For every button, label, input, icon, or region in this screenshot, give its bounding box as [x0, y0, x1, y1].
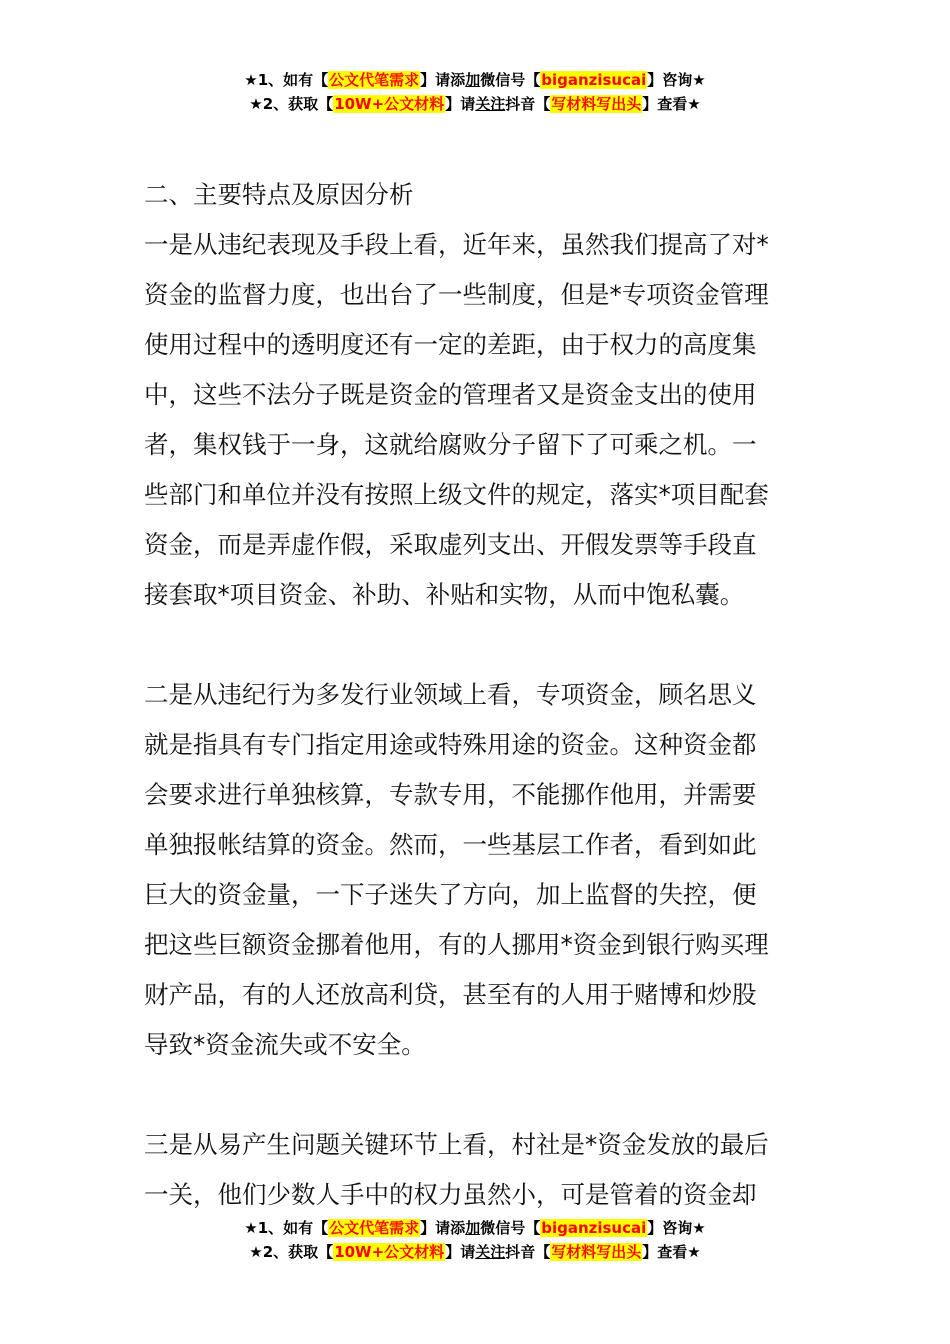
highlight-service: 公文代笔需求	[329, 1219, 420, 1237]
text-line: 巨大的资金量，一下子迷失了方向，加上监督的失控，便	[144, 880, 757, 909]
highlight-materials: 10W+公文材料	[334, 1243, 445, 1261]
paragraph-spacer	[144, 620, 808, 670]
banner-line-2	[0, 1240, 950, 1264]
text-line: 导致*资金流失或不安全。	[144, 1030, 426, 1059]
banner-text: 】请	[445, 1243, 476, 1261]
text-line: 资金的监督力度，也出台了一些制度，但是*专项资金管理	[144, 280, 769, 309]
highlight-wechat-id: biganzisucai	[541, 1219, 647, 1237]
text-line: 使用过程中的透明度还有一定的差距，由于权力的高度集	[144, 330, 757, 359]
paragraph-1	[144, 220, 808, 620]
text-line: 接套取*项目资金、补助、补贴和实物，从而中饱私囊。	[144, 580, 745, 609]
paragraph-3	[144, 1120, 808, 1220]
footer-banner	[0, 1216, 950, 1264]
section-heading: 二、主要特点及原因分析	[144, 180, 414, 209]
text-line: 三是从易产生问题关键环节上看，村社是*资金发放的最后	[144, 1130, 769, 1159]
banner-text: 】查看★	[642, 95, 701, 113]
banner-text: 关注	[475, 95, 506, 113]
banner-text: 抖音【	[505, 1243, 551, 1261]
banner-text: ★2、获取【	[249, 1243, 334, 1261]
text-line: 就是指具有专门指定用途或特殊用途的资金。这种资金都	[144, 730, 757, 759]
text-line: 把这些巨额资金挪着他用，有的人挪用*资金到银行购买理	[144, 930, 769, 959]
text-line: 些部门和单位并没有按照上级文件的规定，落实*项目配套	[144, 480, 769, 509]
text-line: 二是从违纪行为多发行业领域上看，专项资金，顾名思义	[144, 680, 757, 709]
text-line: 一是从违纪表现及手段上看，近年来，虽然我们提高了对*	[144, 230, 769, 259]
paragraph-2	[144, 670, 808, 1070]
banner-text: ★1、如有【	[244, 71, 329, 89]
highlight-douyin-account: 写材料写出头	[551, 95, 642, 113]
banner-text: 加	[465, 1219, 481, 1237]
banner-text: 】请	[445, 95, 476, 113]
text-line: 单独报帐结算的资金。然而，一些基层工作者，看到如此	[144, 830, 757, 859]
banner-text: ★2、获取【	[249, 95, 334, 113]
banner-text: 】查看★	[642, 1243, 701, 1261]
text-line: 者，集权钱于一身，这就给腐败分子留下了可乘之机。一	[144, 430, 757, 459]
banner-text: 微信号【	[480, 71, 541, 89]
banner-line-1	[0, 1216, 950, 1240]
banner-text: 】请添	[420, 71, 466, 89]
text-line: 财产品，有的人还放高利贷，甚至有的人用于赌博和炒股	[144, 980, 757, 1009]
text-line: 会要求进行单独核算，专款专用，不能挪作他用，并需要	[144, 780, 757, 809]
banner-text: ★1、如有【	[244, 1219, 329, 1237]
banner-text: 】咨询★	[647, 1219, 706, 1237]
banner-text: 关注	[475, 1243, 506, 1261]
text-line: 资金，而是弄虚作假，采取虚列支出、开假发票等手段直	[144, 530, 757, 559]
banner-line-1	[0, 68, 950, 92]
banner-text: 微信号【	[480, 1219, 541, 1237]
highlight-materials: 10W+公文材料	[334, 95, 445, 113]
banner-line-2	[0, 92, 950, 116]
document-body	[144, 170, 808, 1220]
highlight-douyin-account: 写材料写出头	[551, 1243, 642, 1261]
paragraph-spacer	[144, 1070, 808, 1120]
header-banner	[0, 68, 950, 116]
text-line: 中，这些不法分子既是资金的管理者又是资金支出的使用	[144, 380, 757, 409]
highlight-service: 公文代笔需求	[329, 71, 420, 89]
highlight-wechat-id: biganzisucai	[541, 71, 647, 89]
text-line: 一关，他们少数人手中的权力虽然小，可是管着的资金却	[144, 1180, 757, 1209]
banner-text: 】请添	[420, 1219, 466, 1237]
banner-text: 】咨询★	[647, 71, 706, 89]
banner-text: 抖音【	[505, 95, 551, 113]
banner-text: 加	[465, 71, 481, 89]
